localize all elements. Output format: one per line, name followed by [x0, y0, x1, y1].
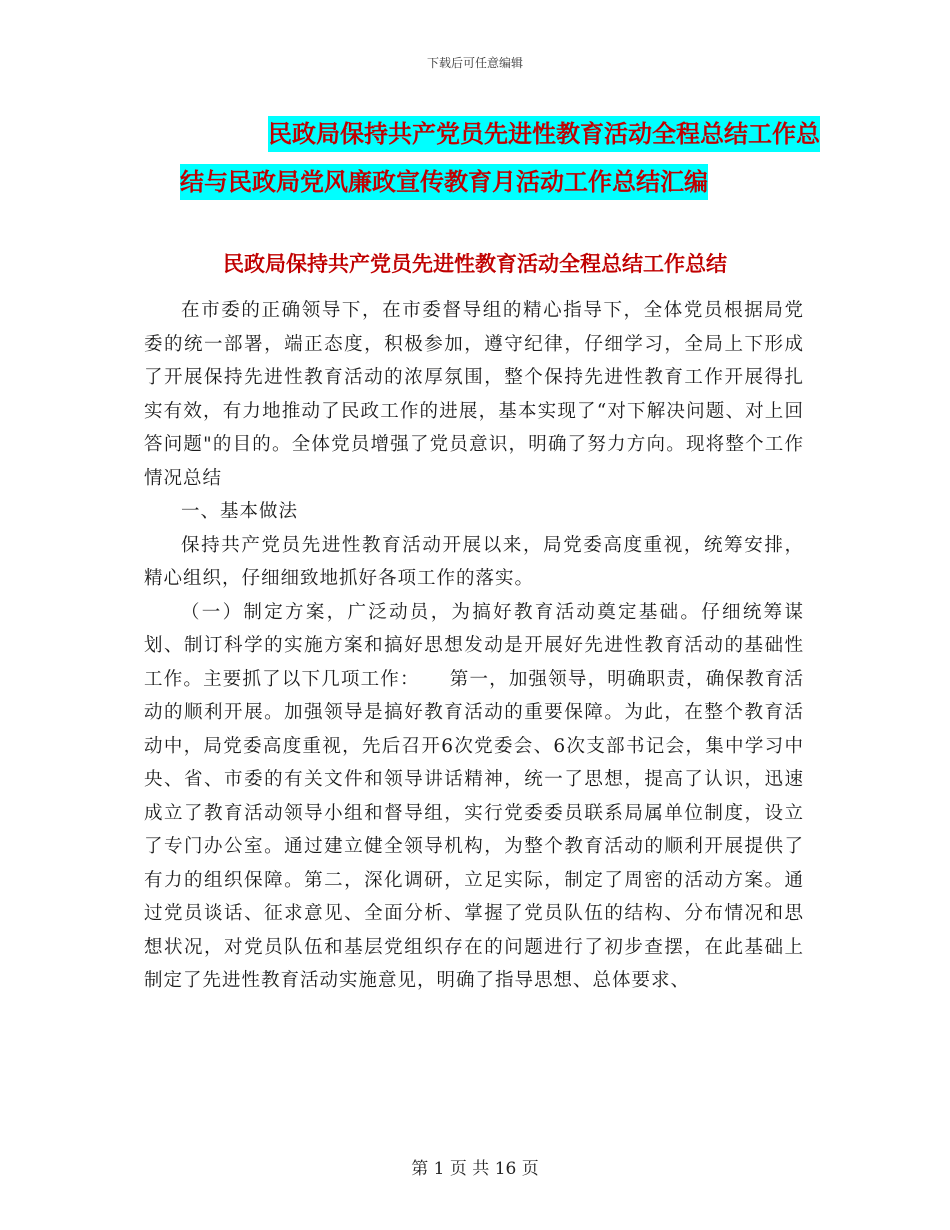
document-title-line-1	[180, 110, 820, 158]
document-title	[180, 110, 820, 206]
title-highlight: 结与民政局党风廉政宣传教育月活动工作总结汇编	[180, 164, 708, 200]
paragraph-intro: 在市委的正确领导下，在市委督导组的精心指导下，全体党员根据局党委的统一部署，端正态度，积极参加，遵守纪律，仔细学习，全局上下形成了开展保持先进性教育活动的浓厚氛围，整个保持先进性教育工作开展得扎实有效，有力地推动了民政工作的进展，基本实现了“对下解决问题、对上回答问题"的目的。全体党员增强了党员意识，明确了努力方向。现将整个工作情况总结	[144, 300, 804, 489]
page-footer: 第 1 页 共 16 页	[411, 1159, 539, 1179]
heading-basic-practices: 一、基本做法	[181, 501, 299, 522]
title-highlight: 民政局保持共产党员先进性教育活动全程总结工作总	[268, 116, 820, 152]
document-body	[144, 294, 804, 998]
header-note: 下载后可任意编辑	[426, 56, 523, 70]
paragraph-plan: （一）制定方案，广泛动员，为搞好教育活动奠定基础。仔细统筹谋划、制订科学的实施方案和搞好思想发动是开展好先进性教育活动的基础性工作。主要抓了以下几项工作： 第一，加强领导，明确职责，确保教育活动的顺利开展。加强领导是搞好教育活动的重要保障。为此，在整个教育活动中，局党委高度重视，先后召开6次党委会、6次支部书记会，集中学习中央、省、市委的有关文件和领导讲话精神，统一了思想，提高了认识，迅速成立了教育活动领导小组和督导组，实行党委委员联系局属单位制度，设立了专门办公室。通过建立健全领导机构，为整个教育活动的顺利开展提供了有力的组织保障。第二，深化调研，立足实际，制定了周密的活动方案。通过党员谈话、征求意见、全面分析、掌握了党员队伍的结构、分布情况和思想状况，对党员队伍和基层党组织存在的问题进行了初步查摆，在此基础上制定了先进性教育活动实施意见，明确了指导思想、总体要求、	[144, 601, 804, 991]
paragraph-overview: 保持共产党员先进性教育活动开展以来，局党委高度重视，统筹安排，精心组织，仔细细致地抓好各项工作的落实。	[144, 534, 804, 589]
section-title: 民政局保持共产党员先进性教育活动全程总结工作总结	[223, 252, 727, 276]
document-title-line-2	[180, 158, 820, 206]
